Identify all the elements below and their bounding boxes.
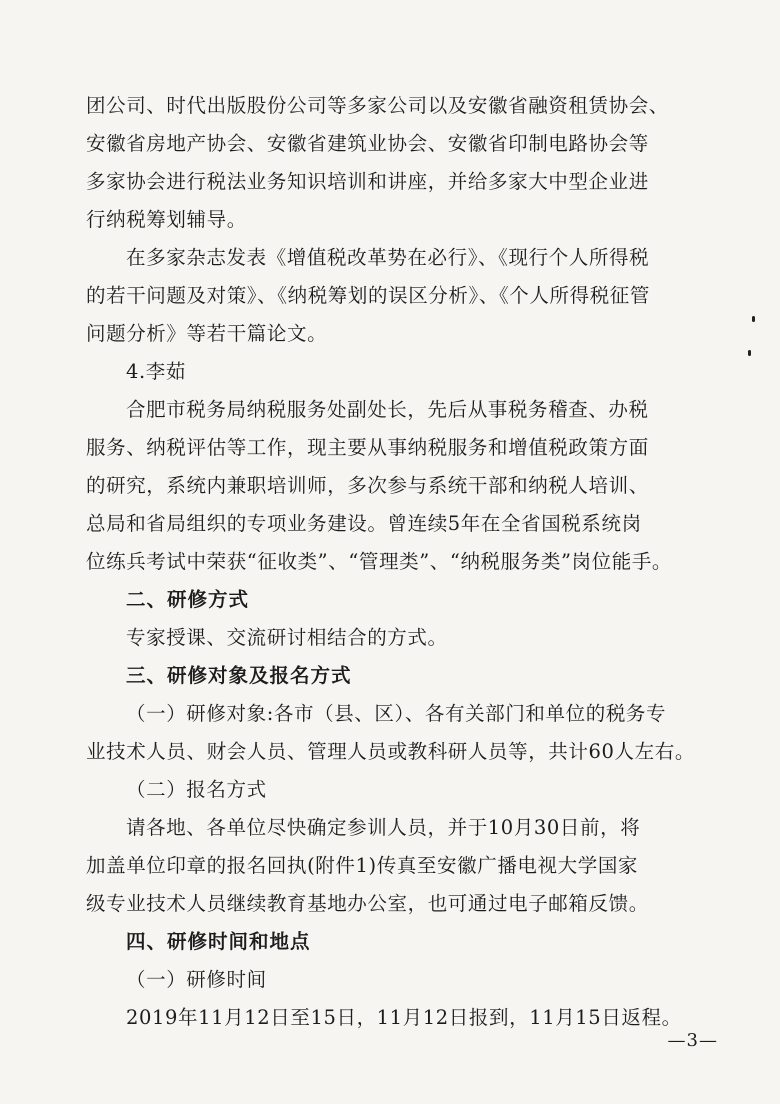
paragraph-line: 在多家杂志发表《增值税改革势在必行》、《现行个人所得税 — [126, 246, 650, 269]
paragraph-line: 团公司、时代出版股份公司等多家公司以及安徽省融资租赁协会、 — [86, 94, 669, 117]
paragraph-line: 行纳税筹划辅导。 — [86, 208, 247, 231]
section-heading: 四、研修时间和地点 — [126, 930, 311, 953]
paragraph-line: 专家授课、交流研讨相结合的方式。 — [126, 626, 448, 649]
paragraph-line: 总局和省局组织的专项业务建设。曾连续5年在全省国税系统岗 — [86, 512, 642, 535]
paragraph-line: 问题分析》等若干篇论文。 — [86, 322, 328, 345]
paragraph-line: 业技术人员、财会人员、管理人员或教科研人员等，共计60人左右。 — [86, 740, 695, 763]
paragraph-line: 多家协会进行税法业务知识培训和讲座，并给多家大中型企业进 — [86, 170, 649, 193]
paragraph-line: 请各地、各单位尽快确定参训人员，并于10月30日前，将 — [126, 816, 641, 839]
section-heading: 二、研修方式 — [126, 588, 250, 611]
paragraph-line: 合肥市税务局纳税服务处副处长，先后从事税务稽查、办税 — [126, 398, 649, 421]
paragraph-line: 的研究，系统内兼职培训师，多次参与系统干部和纳税人培训、 — [86, 474, 649, 497]
paragraph-line: 位练兵考试中荣获“征收类”、“管理类”、“纳税服务类”岗位能手。 — [86, 550, 673, 573]
page-number: —3— — [667, 1030, 718, 1051]
paragraph-line: 安徽省房地产协会、安徽省建筑业协会、安徽省印制电路协会等 — [86, 132, 649, 155]
paragraph-line: 的若干问题及对策》、《纳税筹划的误区分析》、《个人所得税征管 — [86, 284, 651, 307]
paragraph-line: 2019年11月12日至15日，11月12日报到，11月15日返程。 — [126, 1006, 682, 1029]
scan-speck — [752, 316, 755, 322]
scan-speck — [748, 350, 751, 356]
paragraph-line: 加盖单位印章的报名回执(附件1)传真至安徽广播电视大学国家 — [86, 854, 639, 877]
subsection-heading: （一）研修时间 — [126, 968, 267, 991]
section-subtitle: 4.李茹 — [126, 360, 187, 383]
section-heading: 三、研修对象及报名方式 — [126, 664, 352, 687]
paragraph-line: 级专业技术人员继续教育基地办公室，也可通过电子邮箱反馈。 — [86, 892, 649, 915]
paragraph-line: 服务、纳税评估等工作，现主要从事纳税服务和增值税政策方面 — [86, 436, 649, 459]
paragraph-line: （一）研修对象:各市（县、区）、各有关部门和单位的税务专 — [126, 702, 667, 725]
subsection-heading: （二）报名方式 — [126, 778, 267, 801]
